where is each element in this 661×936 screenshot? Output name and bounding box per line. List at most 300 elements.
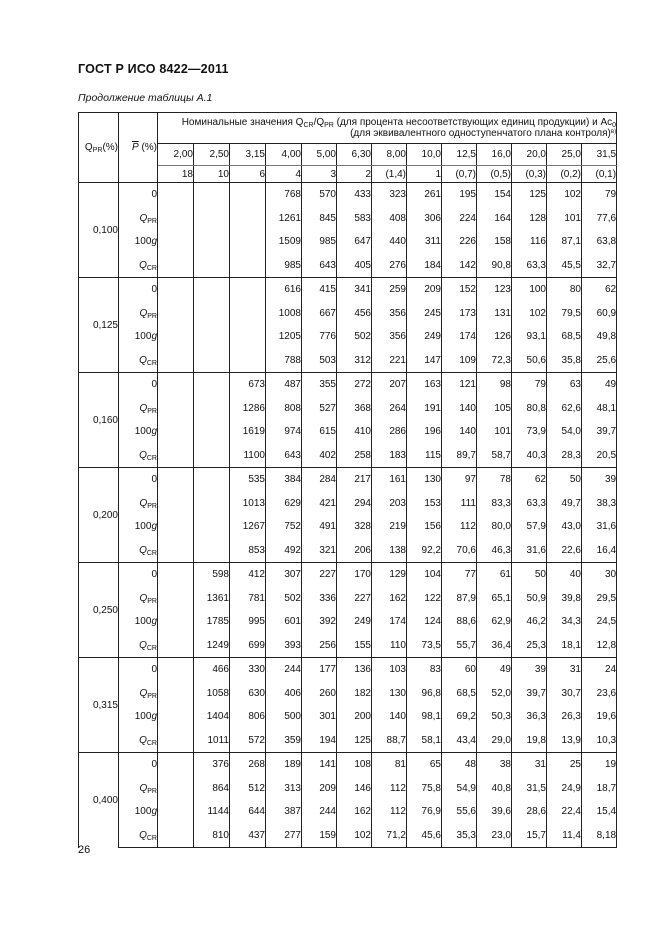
table-cell: 22,4 xyxy=(547,800,582,824)
header-level: 25,0 xyxy=(547,144,582,166)
table-cell: 174 xyxy=(442,325,477,349)
table-cell: 410 xyxy=(337,420,372,444)
table-cell: 153 xyxy=(407,492,442,516)
table-cell: 54,9 xyxy=(442,777,477,801)
qpr-value: 0,160 xyxy=(79,373,119,468)
row-label-cell xyxy=(119,777,158,801)
row-label-cell xyxy=(119,705,158,729)
row-label-cell xyxy=(119,349,158,373)
table-cell: 1619 xyxy=(230,420,266,444)
table-cell: 38,3 xyxy=(582,492,617,516)
document-code: ГОСТ Р ИСО 8422—2011 xyxy=(78,62,229,76)
table-cell: 224 xyxy=(442,207,477,231)
table-cell: 87,9 xyxy=(442,587,477,611)
table-cell: 49,8 xyxy=(582,325,617,349)
table-cell: 23,6 xyxy=(582,682,617,706)
table-cell: 259 xyxy=(372,278,407,302)
table-cell: 572 xyxy=(230,729,266,753)
header-level: 10,0 xyxy=(407,144,442,166)
table-cell: 207 xyxy=(372,373,407,397)
table-cell xyxy=(194,325,230,349)
table-cell: 79 xyxy=(512,373,547,397)
table-cell: 256 xyxy=(302,634,337,658)
table-cell: 39,6 xyxy=(477,800,512,824)
row-label-subscript: CR xyxy=(146,644,157,652)
table-cell: 421 xyxy=(302,492,337,516)
table-cell: 131 xyxy=(477,302,512,326)
table-cell: 985 xyxy=(302,230,337,254)
table-cell: 77 xyxy=(442,563,477,587)
table-cell: 173 xyxy=(442,302,477,326)
table-cell: 8,18 xyxy=(582,824,617,848)
row-label-cell xyxy=(119,800,158,824)
table-cell: 1261 xyxy=(266,207,302,231)
table-cell xyxy=(230,325,266,349)
table-cell xyxy=(230,349,266,373)
table-cell: 31 xyxy=(512,753,547,777)
table-cell: 61 xyxy=(477,563,512,587)
table-cell: 440 xyxy=(372,230,407,254)
table-cell: 616 xyxy=(266,278,302,302)
table-cell: 276 xyxy=(372,254,407,278)
table-cell: 629 xyxy=(266,492,302,516)
table-cell: 249 xyxy=(407,325,442,349)
table-cell: 24,5 xyxy=(582,610,617,634)
header-ac-value: 3 xyxy=(302,166,337,183)
data-table xyxy=(78,112,617,848)
header-ac-value: (0,5) xyxy=(477,166,512,183)
table-cell xyxy=(158,302,194,326)
table-cell: 140 xyxy=(442,397,477,421)
table-cell: 995 xyxy=(230,610,266,634)
table-cell: 112 xyxy=(372,777,407,801)
table-cell: 643 xyxy=(266,444,302,468)
table-cell: 368 xyxy=(337,397,372,421)
table-cell: 384 xyxy=(266,468,302,492)
table-cell: 90,8 xyxy=(477,254,512,278)
table-cell: 406 xyxy=(266,682,302,706)
table-cell: 209 xyxy=(407,278,442,302)
table-cell: 598 xyxy=(194,563,230,587)
table-cell: 261 xyxy=(407,183,442,207)
table-cell: 108 xyxy=(337,753,372,777)
table-cell: 808 xyxy=(266,397,302,421)
table-cell: 249 xyxy=(337,610,372,634)
table-cell: 321 xyxy=(302,539,337,563)
row-label-subscript: CR xyxy=(146,549,157,557)
table-cell: 38 xyxy=(477,753,512,777)
table-cell: 162 xyxy=(337,800,372,824)
row-label-cell xyxy=(119,729,158,753)
table-cell: 387 xyxy=(266,800,302,824)
table-cell: 752 xyxy=(266,515,302,539)
table-cell: 1509 xyxy=(266,230,302,254)
table-cell: 437 xyxy=(230,824,266,848)
table-cell: 69,2 xyxy=(442,705,477,729)
row-label-cell xyxy=(119,207,158,231)
header-ac-value: 10 xyxy=(194,166,230,183)
table-cell: 336 xyxy=(302,587,337,611)
table-cell: 75,8 xyxy=(407,777,442,801)
table-cell: 50 xyxy=(547,468,582,492)
table-cell: 206 xyxy=(337,539,372,563)
row-label-cell xyxy=(119,302,158,326)
table-cell xyxy=(158,824,194,848)
row-label: 100g xyxy=(134,331,157,343)
table-cell: 1011 xyxy=(194,729,230,753)
qpr-value: 0,100 xyxy=(79,183,119,278)
table-cell: 68,5 xyxy=(547,325,582,349)
table-cell: 24 xyxy=(582,658,617,682)
table-cell: 39 xyxy=(512,658,547,682)
table-cell: 258 xyxy=(337,444,372,468)
header-ac-value: 2 xyxy=(337,166,372,183)
table-cell: 40,3 xyxy=(512,444,547,468)
table-cell: 284 xyxy=(302,468,337,492)
table-cell: 81 xyxy=(372,753,407,777)
table-cell: 20,5 xyxy=(582,444,617,468)
table-cell: 49 xyxy=(582,373,617,397)
table-cell xyxy=(194,539,230,563)
table-cell: 111 xyxy=(442,492,477,516)
caption-part: (для эквивалентного одноступенчатого плана контроля) xyxy=(350,128,611,139)
row-label-cell xyxy=(119,515,158,539)
table-cell: 985 xyxy=(266,254,302,278)
table-cell: 630 xyxy=(230,682,266,706)
table-cell: 31 xyxy=(547,658,582,682)
table-cell: 104 xyxy=(407,563,442,587)
table-cell: 36,3 xyxy=(512,705,547,729)
row-label-cell xyxy=(119,254,158,278)
p-unit: (%) xyxy=(141,142,157,153)
table-cell: 73,5 xyxy=(407,634,442,658)
table-cell: 570 xyxy=(302,183,337,207)
table-cell: 63,8 xyxy=(582,230,617,254)
table-cell: 39,7 xyxy=(512,682,547,706)
table-cell xyxy=(158,563,194,587)
table-cell: 219 xyxy=(372,515,407,539)
table-cell xyxy=(158,729,194,753)
table-cell: 781 xyxy=(230,587,266,611)
table-cell: 28,3 xyxy=(547,444,582,468)
table-cell: 98 xyxy=(477,373,512,397)
table-cell: 46,3 xyxy=(477,539,512,563)
table-cell xyxy=(194,515,230,539)
table-cell: 30,7 xyxy=(547,682,582,706)
table-cell: 63,3 xyxy=(512,254,547,278)
header-p xyxy=(119,113,158,183)
table-cell: 28,6 xyxy=(512,800,547,824)
table-cell: 29,0 xyxy=(477,729,512,753)
row-label-symbol: Q xyxy=(139,497,148,509)
table-cell: 60,9 xyxy=(582,302,617,326)
table-cell: 83 xyxy=(407,658,442,682)
table-cell xyxy=(158,777,194,801)
table-cell: 19 xyxy=(582,753,617,777)
table-cell: 100 xyxy=(512,278,547,302)
table-cell: 23,0 xyxy=(477,824,512,848)
table-cell: 667 xyxy=(302,302,337,326)
table-cell: 55,6 xyxy=(442,800,477,824)
table-cell: 45,5 xyxy=(547,254,582,278)
table-cell xyxy=(158,349,194,373)
table-cell: 102 xyxy=(337,824,372,848)
table-cell: 601 xyxy=(266,610,302,634)
row-label: 0 xyxy=(151,474,157,486)
table-cell: 226 xyxy=(442,230,477,254)
table-cell xyxy=(158,207,194,231)
table-cell: 1404 xyxy=(194,705,230,729)
table-cell xyxy=(158,468,194,492)
table-cell xyxy=(158,515,194,539)
table-cell: 98,1 xyxy=(407,705,442,729)
table-cell: 125 xyxy=(337,729,372,753)
table-cell: 121 xyxy=(442,373,477,397)
row-label-symbol: Q xyxy=(139,687,148,699)
row-label-subscript: PR xyxy=(147,217,157,225)
row-label-subscript: CR xyxy=(146,264,157,272)
table-cell xyxy=(194,420,230,444)
table-cell: 500 xyxy=(266,705,302,729)
table-cell: 200 xyxy=(337,705,372,729)
table-cell: 170 xyxy=(337,563,372,587)
table-cell: 195 xyxy=(442,183,477,207)
table-cell: 183 xyxy=(372,444,407,468)
table-cell: 156 xyxy=(407,515,442,539)
table-cell: 26,3 xyxy=(547,705,582,729)
table-cell: 71,2 xyxy=(372,824,407,848)
table-cell: 376 xyxy=(194,753,230,777)
table-cell xyxy=(158,610,194,634)
table-cell: 10,3 xyxy=(582,729,617,753)
qpr-symbol: Q xyxy=(84,142,93,153)
header-qpr xyxy=(79,113,119,183)
table-cell: 1249 xyxy=(194,634,230,658)
row-label-subscript: CR xyxy=(146,739,157,747)
table-cell: 244 xyxy=(266,658,302,682)
table-cell xyxy=(194,207,230,231)
table-cell: 46,2 xyxy=(512,610,547,634)
table-cell: 502 xyxy=(266,587,302,611)
table-cell xyxy=(194,349,230,373)
table-cell: 12,8 xyxy=(582,634,617,658)
table-cell: 76,9 xyxy=(407,800,442,824)
table-cell: 673 xyxy=(230,373,266,397)
row-label: 0 xyxy=(151,664,157,676)
table-cell: 62 xyxy=(582,278,617,302)
table-cell: 272 xyxy=(337,373,372,397)
qpr-value: 0,250 xyxy=(79,563,119,658)
table-cell: 72,3 xyxy=(477,349,512,373)
table-cell: 87,1 xyxy=(547,230,582,254)
table-cell: 89,7 xyxy=(442,444,477,468)
table-cell: 43,4 xyxy=(442,729,477,753)
table-cell: 112 xyxy=(442,515,477,539)
table-cell xyxy=(194,302,230,326)
table-cell: 535 xyxy=(230,468,266,492)
table-cell: 647 xyxy=(337,230,372,254)
table-cell: 152 xyxy=(442,278,477,302)
table-cell: 141 xyxy=(302,753,337,777)
table-cell: 93,1 xyxy=(512,325,547,349)
row-label: 0 xyxy=(151,189,157,201)
table-cell: 615 xyxy=(302,420,337,444)
table-cell: 40 xyxy=(547,563,582,587)
table-cell xyxy=(158,183,194,207)
table-cell: 189 xyxy=(266,753,302,777)
table-cell: 25,6 xyxy=(582,349,617,373)
table-cell: 1058 xyxy=(194,682,230,706)
table-cell: 77,6 xyxy=(582,207,617,231)
table-cell: 65,1 xyxy=(477,587,512,611)
row-label-symbol: Q xyxy=(139,354,147,366)
table-cell: 80 xyxy=(547,278,582,302)
table-cell: 845 xyxy=(302,207,337,231)
row-label-subscript: PR xyxy=(147,787,157,795)
table-cell: 31,5 xyxy=(512,777,547,801)
table-cell: 73,9 xyxy=(512,420,547,444)
table-cell xyxy=(230,278,266,302)
row-label-symbol: Q xyxy=(139,639,147,651)
table-cell: 301 xyxy=(302,705,337,729)
table-cell: 393 xyxy=(266,634,302,658)
table-cell xyxy=(158,705,194,729)
row-label-cell xyxy=(119,420,158,444)
table-cell: 408 xyxy=(372,207,407,231)
header-ac-value: (1,4) xyxy=(372,166,407,183)
table-cell: 644 xyxy=(230,800,266,824)
table-cell: 974 xyxy=(266,420,302,444)
table-cell xyxy=(158,397,194,421)
table-cell: 1785 xyxy=(194,610,230,634)
table-cell: 136 xyxy=(337,658,372,682)
table-cell: 65 xyxy=(407,753,442,777)
row-label-symbol: Q xyxy=(139,259,147,271)
row-label-cell xyxy=(119,492,158,516)
table-cell: 92,2 xyxy=(407,539,442,563)
header-level: 3,15 xyxy=(230,144,266,166)
table-cell: 1205 xyxy=(266,325,302,349)
table-cell: 125 xyxy=(512,183,547,207)
header-level: 8,00 xyxy=(372,144,407,166)
table-cell: 146 xyxy=(337,777,372,801)
table-cell: 88,7 xyxy=(372,729,407,753)
row-label: 100g xyxy=(134,521,157,533)
row-label-cell xyxy=(119,824,158,848)
table-cell: 48,1 xyxy=(582,397,617,421)
table-cell: 355 xyxy=(302,373,337,397)
table-cell: 70,6 xyxy=(442,539,477,563)
table-cell: 80,8 xyxy=(512,397,547,421)
row-label-subscript: CR xyxy=(146,359,157,367)
table-cell: 142 xyxy=(442,254,477,278)
table-cell: 307 xyxy=(266,563,302,587)
table-cell: 1361 xyxy=(194,587,230,611)
table-cell: 415 xyxy=(302,278,337,302)
table-cell xyxy=(158,800,194,824)
table-cell: 191 xyxy=(407,397,442,421)
table-cell: 155 xyxy=(337,634,372,658)
table-cell: 806 xyxy=(230,705,266,729)
table-cell: 864 xyxy=(194,777,230,801)
row-label-symbol: Q xyxy=(139,592,148,604)
table-cell: 24,9 xyxy=(547,777,582,801)
table-cell: 57,9 xyxy=(512,515,547,539)
row-label: 0 xyxy=(151,379,157,391)
row-label-cell xyxy=(119,444,158,468)
table-cell xyxy=(230,302,266,326)
row-label-cell xyxy=(119,563,158,587)
table-cell: 96,8 xyxy=(407,682,442,706)
table-cell: 58,1 xyxy=(407,729,442,753)
table-cell: 35,3 xyxy=(442,824,477,848)
table-cell: 80,0 xyxy=(477,515,512,539)
table-cell: 330 xyxy=(230,658,266,682)
table-cell: 853 xyxy=(230,539,266,563)
table-cell: 18,1 xyxy=(547,634,582,658)
table-cell: 130 xyxy=(407,468,442,492)
table-cell: 161 xyxy=(372,468,407,492)
table-cell xyxy=(230,254,266,278)
table-cell: 1008 xyxy=(266,302,302,326)
row-label-cell xyxy=(119,325,158,349)
table-cell: 50 xyxy=(512,563,547,587)
table-cell: 30 xyxy=(582,563,617,587)
table-cell: 50,6 xyxy=(512,349,547,373)
row-label-cell xyxy=(119,587,158,611)
header-level: 16,0 xyxy=(477,144,512,166)
row-label-symbol: Q xyxy=(139,449,147,461)
header-ac-value: (0,3) xyxy=(512,166,547,183)
row-label-cell xyxy=(119,468,158,492)
row-label-symbol: Q xyxy=(139,307,148,319)
row-label: 0 xyxy=(151,759,157,771)
row-label-subscript: CR xyxy=(146,454,157,462)
row-label: 100g xyxy=(134,711,157,723)
table-cell xyxy=(158,230,194,254)
row-label-cell xyxy=(119,753,158,777)
table-cell xyxy=(194,183,230,207)
table-cell: 182 xyxy=(337,682,372,706)
table-cell: 79 xyxy=(582,183,617,207)
table-cell: 19,6 xyxy=(582,705,617,729)
table-cell xyxy=(158,492,194,516)
table-cell: 39 xyxy=(582,468,617,492)
table-cell: 62 xyxy=(512,468,547,492)
table-cell: 88,6 xyxy=(442,610,477,634)
row-label-symbol: Q xyxy=(139,402,148,414)
table-cell: 643 xyxy=(302,254,337,278)
table-cell: 130 xyxy=(372,682,407,706)
table-cell: 356 xyxy=(372,325,407,349)
table-cell: 503 xyxy=(302,349,337,373)
table-cell: 19,8 xyxy=(512,729,547,753)
table-cell: 433 xyxy=(337,183,372,207)
row-label-cell xyxy=(119,230,158,254)
table-cell: 788 xyxy=(266,349,302,373)
table-cell: 184 xyxy=(407,254,442,278)
header-level: 2,50 xyxy=(194,144,230,166)
table-cell: 43,0 xyxy=(547,515,582,539)
table-cell: 359 xyxy=(266,729,302,753)
table-cell: 209 xyxy=(302,777,337,801)
header-ac-value: 18 xyxy=(158,166,194,183)
table-cell: 25 xyxy=(547,753,582,777)
table-cell: 699 xyxy=(230,634,266,658)
table-cell: 50,9 xyxy=(512,587,547,611)
table-continuation-caption: Продолжение таблицы А.1 xyxy=(78,92,213,104)
table-cell: 11,4 xyxy=(547,824,582,848)
